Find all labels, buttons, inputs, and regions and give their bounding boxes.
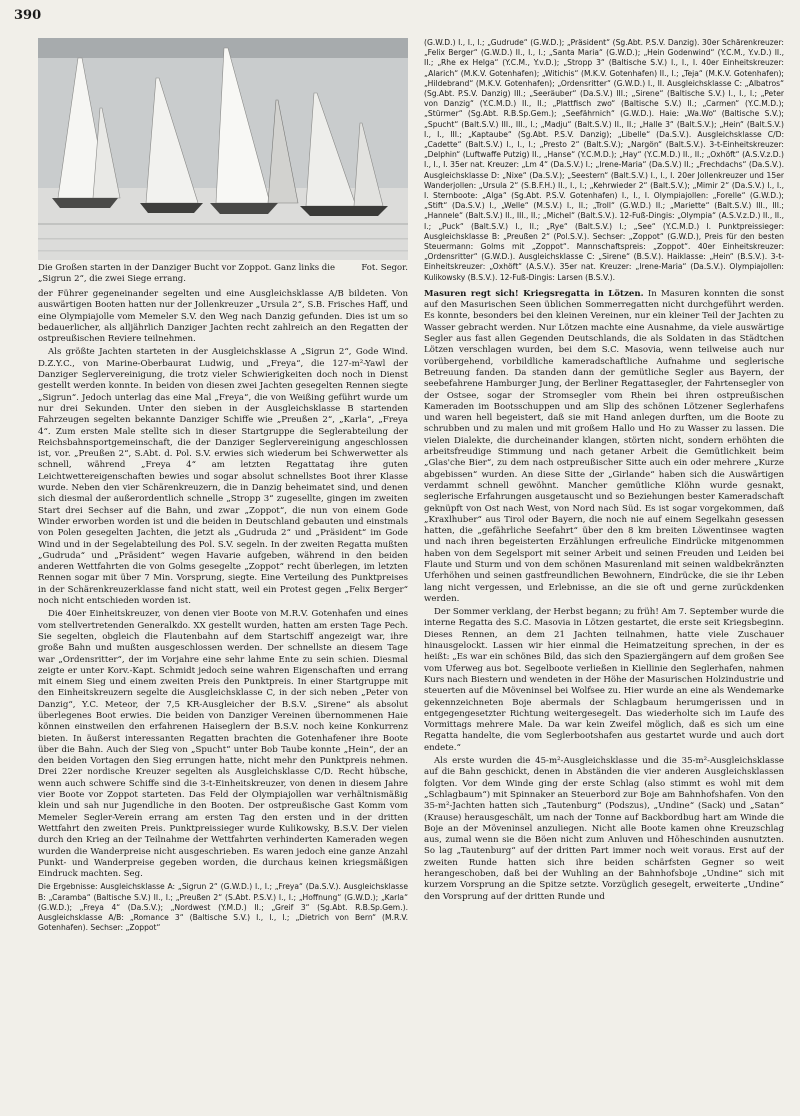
photo-caption-text: Die Großen starten in der Danziger Bucht vor Zoppot. Ganz links die „Sigrun 2“, die zwei Siege errang. — [38, 263, 336, 284]
article-paragraph: Die 40er Einheitskreuzer, von denen vier Boote von M.R.V. Gotenhafen und eines vom stellvertretenden Generalkdo. XX gestellt wurden, hatten am ersten Tage Pech. Sie segelten, obgleich die Flautenbahn auf dem Startschiff angezeigt war, ihre große Bahn und mußten ausgeschlossen werden. Der schnellste an diesem Tage war „Ordensritter“, der im Vorjahre eine sehr lahme Ente zu sein schien. Diesmal zeigte er unter Korv.-Kapt. Schmidt jedoch seine wahren Eigenschaften und errang mit einem Sieg und einem zweiten Preis den Punktpreis. In einer Startgruppe mit den Einheitskreuzern segelte die Ausgleichsklasse C, in der sich neben „Peter von Danzig“, Y.C. Meteor, der 7,5 KR-Ausgleicher der B.S.V. „Sirene“ als absolut überlegenes Boot erwies. Die beiden von Danziger Vereinen übernommenen Haie können einstweilen den erfahrenen Haiseglern der B.S.V. noch keine Konkurrenz bieten. In äußerst interessanten Regatten brachten die Gotenhafener ihre Boote über die Bahn. Auch der Sieg von „Spucht“ unter Bob Taube konnte „Hein“, der an den beiden Vortagen den Sieg errungen hatte, nicht mehr den Punktpreis nehmen. Drei 22er nordische Kreuzer segelten als Ausgleichsklasse C/D. Recht hübsche, wenn auch schwere Schiffe sind die 3-t-Einheitskreuzer, von denen in diesem Jahre vier Boote vor Zoppot starteten. Das Feld der Olympiajollen war verhältnismäßig klein und sah nur Jugendliche in den Booten. Der ostpreußische Gast Komm vom Memeler Segler-Verein errang am ersten Tag den ersten und in der dritten Wettfahrt den zweiten Preis. Punktpreissieger wurde Kulikowsky, B.S.V. Der vielen durch den Krieg an der Teilnahme der Wettfahrten verhinderten Kameraden wegen wurden die Wanderpreise nicht ausgeschrieben. Es waren jedoch eine ganze Anzahl Punkt- und Wanderpreise gegeben worden, die durchaus keinen kriegsmäßigen Eindruck machten. Seg. — [38, 609, 408, 880]
regatta-photo — [38, 38, 408, 260]
article-paragraph: In Masuren konnten die sonst auf den Masurischen Seen üblichen Sommerregatten nicht durchgeführt werden. Es konnte, besonders bei den kleinen Vereinen, nur ein kleiner Teil der Jachten zu Wasser gebracht werden. Nur Lötzen machte eine Ausnahme, da viele auswärtige Segler aus fast allen Gegenden Deutschlands, die als Soldaten in das Städtchen Lötzen verschlagen wurden, bei dem S.C. Masovia, wenn teilweise auch nur vorübergehend, vorbildliche kameradschaftliche Aufnahme und seglerische Betreuung fanden. Da standen dann der gemütliche Segler aus Bayern, der seebefahrene Hamburger Jung, der Berliner Regattasegler, der Fahrtensegler von der Ostsee, sogar der Stromsegler vom Rhein bei ihren ostpreußischen Kameraden im Bootsschuppen und am Slip des schönen Lötzener Seglerhafens und waren hell begeistert, daß sie mit Hand anlegen durften, um die Boote zu schrubben und zu malen und mit großem Hallo und Ho zu Wasser zu lassen. Die vielen Dialekte, die durcheinander klangen, störten nicht, sondern erhöhten die arbeitsfreudige Stimmung und nach getaner Arbeit die Gemütlichkeit beim „Glas'che Bier“, zu dem nach ostpreußischer Sitte auch ein oder mehrere „Kurze abgebissen“ wurden. An diese Sitte der „Girlande“ haben sich die Auswärtigen verdammt schnell gewöhnt. Mancher gemütliche Klöhn wurde gesnakt, seglerische Erfahrungen ausgetauscht und so Beziehungen bester Kameradschaft geknüpft von Ost nach West, von Nord nach Süd. Es ist sogar vorgekommen, daß „Kraxlhuber“ aus Tirol oder Bayern, die noch nie auf einem Segelkahn gesessen hatten, die „gefährliche Seefahrt“ über den 8 km breiten Löwentinsee wagten und nach ihren begeisterten Erzählungen erfreuliche Eindrücke mitgenommen haben von dem Segelsport mit seiner Arbeit und seinen Freuden und Leiden bei Flaute und Sturm und von dem schönen Masurenland mit seinen waldbekränzten Uferhöhen und seinen gastfreundlichen Bewohnern, Eindrücke, die sie ihr Leben lang nicht vergessen, und Erlebnisse, an die sie oft und gerne zurückdenken werden. — [424, 288, 784, 604]
right-column — [424, 38, 784, 1108]
article-lead — [424, 289, 784, 605]
article-paragraph: Als erste wurden die 45-m²-Ausgleichsklasse und die 35-m²-Ausgleichsklasse auf die Bahn geschickt, denen in Abständen die vier anderen Ausgleichsklassen folgten. Vor dem Winde ging der erste Schlag (also stimmt es wohl mit dem „Schlagbaum“) mit Spinnaker an Steuerbord zur Boje am Bahnhofshafen. Von den 35-m²-Jachten hatten sich „Tautenburg“ (Podszus), „Undine“ (Sack) und „Satan“ (Krause) herausgeschält, um nach der Tonne auf Backbordbug hart am Winde die Boje an der Möveninsel anzuliegen. Nicht alle Boote kamen ohne Kreuzschlag aus, zumal wenn sie die Böen nicht zum Anluven und Höheschinden ausnutzten. So lag „Tautenburg“ auf der dritten Part immer noch weit voraus. Erst auf der zweiten Runde hatten sich ihre beiden schärfsten Gegner so weit herangeschoben, daß bei der Wuhling an der Bahnhofsboje „Undine“ sich mit kurzem Vorsprung an die Spitze setzte. Vorzüglich gesegelt, erweiterte „Undine“ den Vorsprung auf der dritten Runde und — [424, 756, 784, 902]
sailboats-illustration — [38, 38, 408, 260]
article-paragraph: Als größte Jachten starteten in der Ausgleichsklasse A „Sigrun 2“, Gode Wind. D.Z.Y.C., von Marine-Oberbaurat Ludwig, und „Freya“, die 127-m²-Yawl der Danziger Seglervereinigung, die trotz vieler Schwierigkeiten doch noch in Dienst gestellt werden konnte. In beiden von diesen zwei Jachten gesegelten Rennen siegte „Sigrun“. Jedoch unterlag das eine Mal „Freya“, die von Weißing geführt wurde um nur drei Sekunden. Unter den sieben in der Ausgleichsklasse B startenden Fahrzeugen segelten bekannte Danziger Schiffe wie „Preußen 2“, „Karla“, „Freya 4“. Zum ersten Male stellte sich in dieser Startgruppe die Seglerabteilung der Reichsbahnsportgemeinschaft, die der Danziger Seglervereinigung angeschlossen ist, vor. „Preußen 2“, S.Abt. d. Pol. S.V. erwies sich wiederum bei Schwerwetter als schnell, während „Freya 4“ am letzten Regattatag ihre guten Leichtwettereigenschaften bewies und sogar absolut schnellstes Boot ihrer Klasse wurde. Neben den vier Schärenkreuzern, die in Danzig beheimatet sind, und denen sich diesmal der außerordentlich schnelle „Stropp 3“ zugesellte, gingen im zweiten Start drei Sechser auf die Bahn, und zwar „Zoppot“, die nun von einem Gode Winder erworben worden ist und die beiden in Deutschland gebauten und einstmals von Polen gesegelten Jachten, die jetzt als „Gudruda 2“ und „Präsident“ im Gode Wind und in der Segelabteilung des Pol. S.V. segeln. In der zweiten Regatta mußten „Gudruda“ und „Präsident“ wegen Havarie aufgeben, während in den beiden anderen Wettfahrten die von Golms gesegelte „Zoppot“ recht überlegen, im letzten Rennen sogar mit über 7 Min. Vorsprung, siegte. Eine Verteilung des Punktpreises in der Schärenkreuzerklasse fand nicht statt, weil ein Protest gegen „Felix Berger“ noch nicht entschieden worden ist. — [38, 347, 408, 607]
article-headline: Masuren regt sich! Kriegsregatta in Lötzen. — [424, 288, 644, 299]
left-column — [38, 38, 408, 1108]
page-number: 390 — [14, 8, 42, 23]
photo-credit: Fot. Segor. — [361, 263, 408, 273]
article-paragraph: der Führer gegeneinander segelten und eine Ausgleichsklasse A/B bildeten. Von auswärtigen Booten hatten nur der Jollenkreuzer „Ursula 2“, S.B. Frisches Haff, und eine Olympiajolle vom Memeler S.V. den Weg nach Danzig gefunden. Dies ist um so bedauerlicher, als alljährlich Danziger Jachten recht zahlreich an den Regatten der ostpreußischen Reviere teilnehmen. — [38, 289, 408, 345]
photo-caption — [38, 263, 408, 285]
results-list-continued: (G.W.D.) I., I., I.; „Gudrude“ (G.W.D.); „Präsident“ (Sg.Abt. P.S.V. Danzig). 30er Schärenkreuzer: „Felix Berger“ (G.W.D.) II., I., I.; „Santa Maria“ (G.W.D.); „Hein Godenwind“ (Y.C.M., Y.v.D.) II., II.; „Rhe ex Helga“ (Y.C.M., Y.v.D.); „Stropp 3“ (Baltische S.V.) I., I., I. 40er Einheitskreuzer: „Alarich“ (M.K.V. Gotenhafen); „Witichis“ (M.K.V. Gotenhafen) II., I.; „Teja“ (M.K.V. Gotenhafen); „Hildebrand“ (M.K.V. Gotenhafen); „Ordensritter“ (G.W.D.) I., II. Ausgleichsklasse C: „Albatros“ (Sg.Abt. P.S.V. Danzig) III.; „Seeräuber“ (Da.S.V.) III.; „Sirene“ (Baltische S.V.) I., I., I.; „Peter von Danzig“ (Y.C.M.D.) II., II.; „Plattfisch zwo“ (Baltische S.V.) II.; „Carmen“ (Y.C.M.D.); „Stürmer“ (Sg.Abt. R.B.Sp.Gem.); „Seefährnich“ (G.W.D.). Haie: „Wa.Wo“ (Baltische S.V.); „Spucht“ (Balt.S.V.) III., III., I.; „Madju“ (Balt.S.V.) II., II.; „Halle 3“ (Balt.S.V.); „Hein“ (Balt.S.V.) I., I., III.; „Kaptaube“ (Sg.Abt. P.S.V. Danzig); „Libelle“ (Da.S.V.). Ausgleichsklasse C/D: „Cadette“ (Balt.S.V.) I., I., I.; „Presto 2“ (Balt.S.V.); „Nargön“ (Balt.S.V.). 3-t-Einheitskreuzer: „Delphin“ (Luftwaffe Putzig) II., „Hanse“ (Y.C.M.D.); „Hay“ (Y.C.M.D.) II., II.; „Oxhöft“ (A.S.V.z.D.) I., I., I. 35er nat. Kreuzer: „Lm 4“ (Da.S.V.) I.; „Irene-Maria“ (Da.S.V.) II.; „Frechdachs“ (Da.S.V.). Ausgleichsklasse D: „Nixe“ (Da.S.V.); „Seestern“ (Balt.S.V.) I., I., I. 20er Jollenkreuzer und 15er Wanderjollen: „Ursula 2“ (S.B.F.H.) II., I., I.; „Kehrwieder 2“ (Balt.S.V.); „Mimir 2“ (Da.S.V.) I., I., I. Sternboote: „Alga“ (Sg.Abt. P.S.V. Gotenhafen) I., I., I. Olympiajollen: „Forelle“ (G.W.D.); „Stift“ (Da.S.V.) I., „Welle“ (M.S.V.) I., II.; „Troll“ (G.W.D.) II.; „Mariette“ (Balt.S.V.) III., III.; „Hannele“ (Balt.S.V.) II., III., II.; „Michel“ (Balt.S.V.). 12-Fuß-Dingis: „Olympia“ (A.S.V.z.D.) II., II., I.; „Puck“ (Balt.S.V.) I., II.; „Rye“ (Balt.S.V.) I.; „See“ (Y.C.M.D.) I. Punktpreissieger: Ausgleichsklasse B: „Preußen 2“ (Pol.S.V.). Sechser: „Zoppot“ (G.W.D.), Preis für den besten Steuermann: Golms mit „Zoppot“. Mannschaftspreis: „Zoppot“. 40er Einheitskreuzer: „Ordensritter“ (G.W.D.). Ausgleichsklasse C: „Sirene“ (B.S.V.). Haiklasse: „Hein“ (B.S.V.). 3-t-Einheitskreuzer: „Oxhöft“ (A.S.V.). 35er nat. Kreuzer: „Irene-Maria“ (Da.S.V.). Olympiajollen: Kulikowsky (B.S.V.). 12-Fuß-Dingis: Larsen (B.S.V.). — [424, 38, 784, 282]
results-list: Die Ergebnisse: Ausgleichsklasse A: „Sigrun 2“ (G.W.D.) I., I.; „Freya“ (Da.S.V.). Ausgleichsklasse B: „Caramba“ (Baltische S.V.) II., I.; „Preußen 2“ (S.Abt. P.S.V.) I., I.; „Hoffnung“ (G.W.D.); „Karla“ (G.W.D.); „Freya 4“ (Da.S.V.); „Nordwest (Y.M.D.) II.; „Greif 3“ (Sg.Abt. R.B.Sp.Gem.). Ausgleichsklasse A/B: „Romance 3“ (Baltische S.V.) I., I., I.; „Dietrich von Bern“ (M.R.V. Gotenhafen). Sechser: „Zoppot“ — [38, 882, 408, 933]
article-paragraph: Der Sommer verklang, der Herbst begann; zu früh! Am 7. September wurde die interne Regatta des S.C. Masovia in Lötzen gestartet, die erste seit Kriegsbeginn. Dieses Rennen, an dem 21 Jachten teilnahmen, hatte viele Zuschauer hinausgelockt. Lassen wir hier einmal die Heimatzeitung sprechen, in der es heißt: „Es war ein schönes Bild, das sich den Spaziergängern auf dem großen See vom Uferweg aus bot. Segelboote verließen in Kiellinie den Seglerhafen, nahmen Kurs nach Biestern und wendeten in der Höhe der Masurischen Holzindustrie und steuerten auf die Möveninsel bei Wolfsee zu. Hier wurde an eine als Wendemarke gekennzeichneten Boje abermals der Schlagbaum herumgerissen und in entgegengesetzter Richtung weitergesegelt. Das wiederholte sich im Laufe des Vormittags mehrere Male. Da war kein Zweifel möglich, daß es sich um eine Regatta handelte, die vom Seglerbootshafen aus gestartet wurde und auch dort endete.“ — [424, 607, 784, 753]
